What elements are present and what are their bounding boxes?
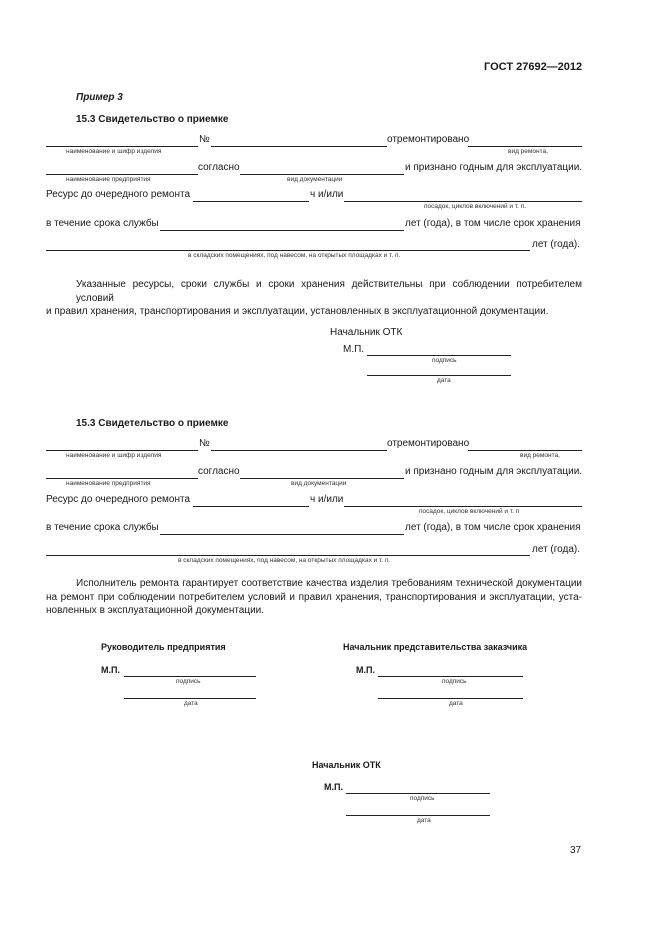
- storage-period-label: лет (года), в том числе срок хранения: [405, 218, 581, 229]
- signature-line[interactable]: [124, 676, 256, 677]
- section-title: 15.3 Свидетельство о приемке: [76, 418, 229, 429]
- caption-signature: подпись: [410, 795, 435, 802]
- service-life-line[interactable]: [160, 534, 404, 535]
- product-number-line[interactable]: [211, 146, 387, 147]
- stamp-label: М.П.: [356, 665, 375, 675]
- caption-signature: подпись: [176, 678, 201, 685]
- signature-line[interactable]: [367, 355, 511, 356]
- caption-repair-kind: вид ремонта,: [508, 148, 548, 155]
- caption-cycles: посадок, циклов включений и т. п: [419, 508, 520, 515]
- section-title: 15.3 Свидетельство о приемке: [76, 114, 229, 125]
- number-sign: №: [199, 134, 210, 145]
- paragraph-line: новленных в эксплуатационной документации.: [46, 605, 265, 616]
- standard-number: ГОСТ 27692—2012: [484, 61, 583, 73]
- customer-rep-head-title: Начальник представительства заказчика: [343, 642, 528, 652]
- date-line[interactable]: [378, 698, 523, 699]
- caption-product-name: наименование и шифр изделия: [66, 452, 162, 459]
- repaired-label: отремонтировано: [387, 438, 470, 449]
- date-line[interactable]: [124, 698, 256, 699]
- service-life-label: в течение срока службы: [46, 522, 159, 533]
- caption-repair-kind: вид ремонта,: [520, 452, 560, 459]
- documentation-line[interactable]: [240, 174, 404, 175]
- otk-head-title: Начальник ОТК: [312, 760, 381, 770]
- storage-conditions-line[interactable]: [46, 555, 530, 556]
- caption-signature: подпись: [432, 357, 457, 364]
- date-line[interactable]: [346, 815, 490, 816]
- product-name-line[interactable]: [46, 450, 198, 451]
- stamp-label: М.П.: [101, 665, 120, 675]
- caption-enterprise: наименование предприятия: [66, 480, 151, 487]
- page-number: 37: [570, 845, 582, 856]
- paragraph-line: Указанные ресурсы, сроки службы и сроки хранения действительны при соблюдении потребителем условий: [76, 279, 582, 304]
- resource-hours-line[interactable]: [193, 506, 309, 507]
- caption-date: дата: [417, 817, 431, 824]
- caption-product-name: наименование и шифр изделия: [66, 148, 162, 155]
- resource-cycles-line[interactable]: [344, 506, 582, 507]
- according-label: согласно: [198, 466, 240, 477]
- stamp-label: М.П.: [324, 782, 343, 792]
- caption-documentation: вид документации: [287, 176, 343, 183]
- resource-label: Ресурс до очередного ремонта: [46, 189, 191, 200]
- warranty-paragraph: [46, 577, 582, 618]
- paragraph-line: и правил хранения, транспортирования и эксплуатации, установленных в эксплуатационной документации.: [46, 306, 549, 317]
- enterprise-head-title: Руководитель предприятия: [101, 642, 226, 652]
- caption-date: дата: [449, 700, 463, 707]
- fit-label: и признано годным для эксплуатации.: [405, 162, 583, 173]
- caption-documentation: вид документации: [291, 480, 347, 487]
- signature-line[interactable]: [378, 676, 523, 677]
- fit-label: и признано годным для эксплуатации.: [405, 466, 583, 477]
- enterprise-line[interactable]: [46, 478, 198, 479]
- resource-label: Ресурс до очередного ремонта: [46, 494, 191, 505]
- caption-signature: подпись: [442, 678, 467, 685]
- caption-cycles: посадок, циклов включений и т. п.: [424, 203, 527, 210]
- caption-date: дата: [184, 700, 198, 707]
- repaired-label: отремонтировано: [387, 134, 470, 145]
- resource-hours-line[interactable]: [193, 201, 309, 202]
- service-life-line[interactable]: [160, 230, 404, 231]
- repair-kind-line[interactable]: [468, 450, 582, 451]
- years-label: лет (года).: [532, 239, 581, 250]
- date-line[interactable]: [367, 375, 511, 376]
- hours-label: ч и/или: [310, 494, 344, 505]
- hours-label: ч и/или: [310, 189, 344, 200]
- service-life-label: в течение срока службы: [46, 218, 159, 229]
- storage-period-label: лет (года), в том числе срок хранения: [405, 522, 581, 533]
- according-label: согласно: [198, 162, 240, 173]
- paragraph-line: на ремонт при соблюдении потребителем условий и правил хранения, транспортирования и эксплуатации, уста-: [46, 591, 582, 603]
- documentation-line[interactable]: [240, 478, 404, 479]
- stamp-label: М.П.: [343, 344, 365, 355]
- paragraph-line: Исполнитель ремонта гарантирует соответствие качества изделия требованиям технической документации: [76, 578, 582, 589]
- caption-storage: в складских помещениях, под навесом, на открытых площадках и т. п.: [188, 252, 401, 259]
- repair-kind-line[interactable]: [468, 146, 582, 147]
- years-label: лет (года).: [532, 544, 581, 555]
- storage-conditions-line[interactable]: [46, 250, 530, 251]
- product-number-line[interactable]: [211, 450, 387, 451]
- resource-cycles-line[interactable]: [344, 201, 582, 202]
- enterprise-line[interactable]: [46, 174, 198, 175]
- caption-date: дата: [437, 377, 451, 384]
- otk-head-title: Начальник ОТК: [330, 327, 403, 338]
- signature-line[interactable]: [346, 793, 490, 794]
- number-sign: №: [199, 438, 210, 449]
- caption-enterprise: наименование предприятия: [66, 176, 151, 183]
- validity-paragraph: [46, 278, 582, 319]
- product-name-line[interactable]: [46, 146, 198, 147]
- example-label: Пример 3: [76, 92, 123, 103]
- caption-storage: в складских помещениях, под навесом, на открытых площадках и т. п.: [178, 557, 391, 564]
